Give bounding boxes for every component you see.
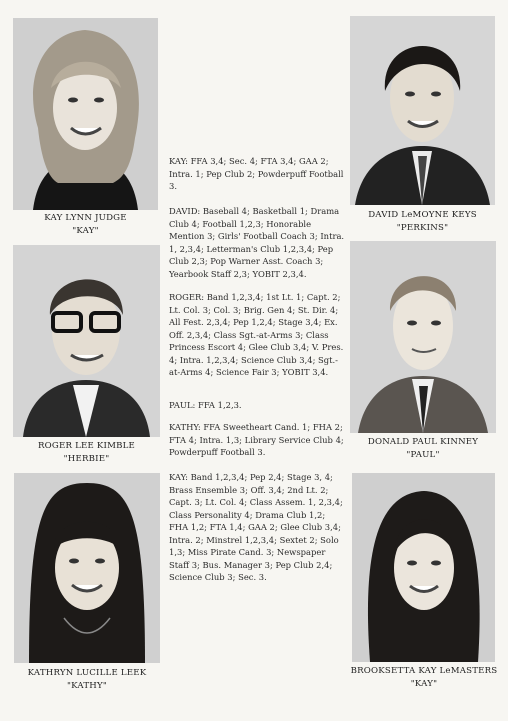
bio-kathy: KATHY: FFA Sweetheart Cand. 1; FHA 2; FTA 4; Intra. 1,3; Library Service Club 4; Powderpuff Football 3. bbox=[169, 422, 344, 457]
caption-roger-lee-kimble bbox=[13, 440, 160, 466]
bio-roger: ROGER: Band 1,2,3,4; 1st Lt. 1; Capt. 2; Lt. Col. 3; Col. 3; Brig. Gen 4; St. Dir. 4; All Fest. 2,3,4; Pep 1,2,4; Stage 3,4; Ex. Off. 2,3,4; Class Sgt.-at-Arms 3; Class Princess Escort 4; Glee Club 3,4; V. Pres. 4; Intra. 1,2,3,4; Science Club 3,4; Sgt.-at-Arms 4; Science Fair 3; YOBIT 3,4. bbox=[169, 292, 344, 377]
student-name: ROGER LEE KIMBLE bbox=[38, 441, 135, 451]
student-nickname: "PERKINS" bbox=[396, 223, 449, 233]
student-name: KAY LYNN JUDGE bbox=[44, 213, 127, 223]
portrait-donald-paul-kinney bbox=[350, 241, 496, 433]
bio-kay-judge: KAY: FFA 3,4; Sec. 4; FTA 3,4; GAA 2; Intra. 1; Pep Club 2; Powderpuff Football 3. bbox=[169, 156, 344, 191]
portrait-kathryn-lucille-leek bbox=[14, 473, 160, 663]
caption-donald-paul-kinney bbox=[348, 436, 498, 462]
student-nickname: "KAY" bbox=[72, 226, 99, 236]
student-name: KATHRYN LUCILLE LEEK bbox=[27, 668, 147, 678]
student-nickname: "KAY" bbox=[410, 679, 438, 689]
caption-kathryn-lucille-leek bbox=[10, 667, 164, 693]
student-name: DONALD PAUL KINNEY bbox=[367, 437, 479, 447]
student-nickname: "PAUL" bbox=[406, 450, 440, 460]
student-name: DAVID LeMOYNE KEYS bbox=[368, 210, 477, 220]
student-nickname: "KATHY" bbox=[66, 681, 107, 691]
bio-kay-lemasters: KAY: Band 1,2,3,4; Pep 2,4; Stage 3, 4; Brass Ensemble 3; Off. 3,4; 2nd Lt. 2; Capt. 3; Lt. Col. 4; Class Assem. 1, 2,3,4; Class Personality 4; Drama Club 1,2; FHA 1,2; FTA 1,4; GAA 2; Glee Club 3,4; Intra. 2; Minstrel 1,2,3,4; Sextet 2; Solo 1,3; Miss Pirate Cand. 3; Newspaper Staff 3; Bus. Manager 3; Pep Club 2,4; Science Club 3; Sec. 3. bbox=[169, 472, 343, 582]
student-nickname: "HERBIE" bbox=[63, 454, 110, 464]
portrait-kay-lynn-judge bbox=[13, 18, 158, 210]
portrait-david-lemoyne-keys bbox=[350, 16, 495, 205]
student-name: BROOKSETTA KAY LeMASTERS bbox=[350, 666, 498, 676]
bio-david: DAVID: Baseball 4; Basketball 1; Drama Club 4; Football 1,2,3; Honorable Mention 3; Girls' Football Coach 3; Intra. 1, 2,3,4; Letterman's Club 1,2,3,4; Pep Club 2,3; Pop Warner Asst. Coach 3; Yearbook Staff 2,3; YOBIT 2,3,4. bbox=[169, 206, 345, 279]
portrait-brooksetta-kay-lemasters bbox=[352, 473, 495, 662]
bio-paul: PAUL: FFA 1,2,3. bbox=[169, 400, 242, 410]
portrait-roger-lee-kimble bbox=[13, 245, 160, 437]
caption-brooksetta-kay-lemasters bbox=[344, 665, 504, 691]
caption-david-lemoyne-keys bbox=[345, 209, 500, 235]
caption-kay-lynn-judge bbox=[13, 212, 158, 238]
